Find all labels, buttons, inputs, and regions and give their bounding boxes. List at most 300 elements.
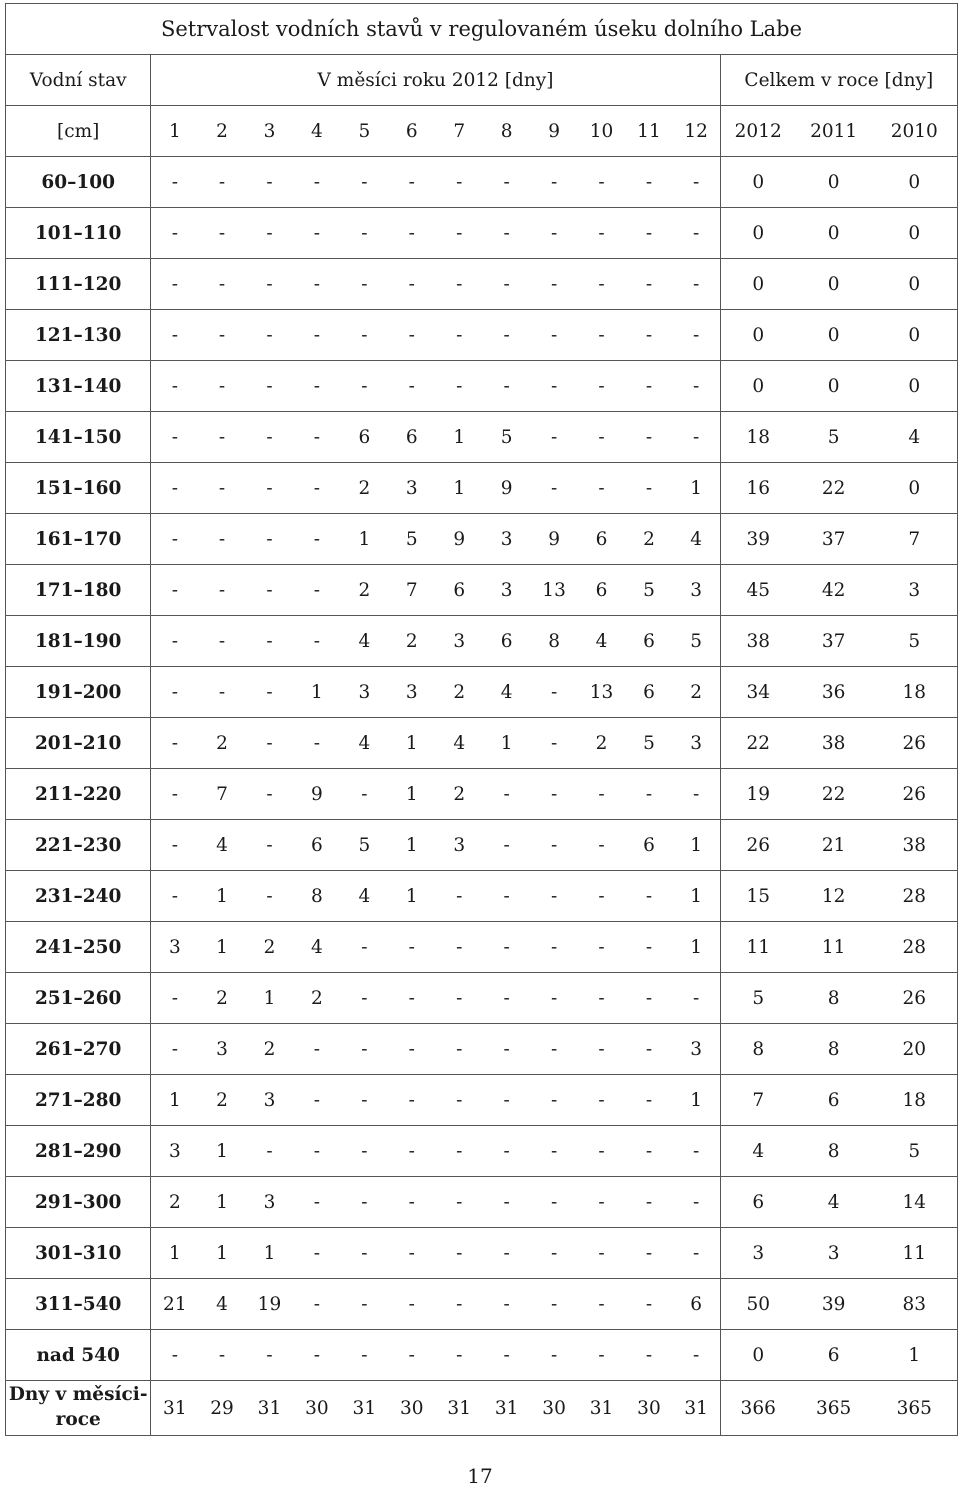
- month-header: 7: [435, 106, 482, 157]
- month-days-cell: -: [293, 1330, 340, 1381]
- month-days-cell: -: [246, 1330, 293, 1381]
- month-days-cell: -: [625, 1024, 672, 1075]
- month-days-cell: -: [435, 871, 482, 922]
- month-days-cell: 13: [530, 565, 577, 616]
- year-total-cell: 22: [720, 718, 796, 769]
- month-days-cell: -: [246, 514, 293, 565]
- month-days-cell: 31: [483, 1381, 530, 1436]
- year-total-cell: 14: [872, 1177, 958, 1228]
- month-days-cell: -: [198, 361, 245, 412]
- month-header: 6: [388, 106, 435, 157]
- month-days-cell: -: [625, 1330, 672, 1381]
- month-days-cell: -: [341, 1330, 388, 1381]
- month-days-cell: 1: [246, 973, 293, 1024]
- month-days-cell: -: [530, 973, 577, 1024]
- month-days-cell: -: [625, 259, 672, 310]
- month-days-cell: 6: [625, 820, 672, 871]
- month-days-cell: -: [198, 412, 245, 463]
- month-days-cell: 29: [198, 1381, 245, 1436]
- year-total-cell: 22: [796, 769, 872, 820]
- month-days-cell: 1: [673, 922, 720, 973]
- month-days-cell: 31: [673, 1381, 720, 1436]
- year-total-cell: 5: [720, 973, 796, 1024]
- month-days-cell: 7: [198, 769, 245, 820]
- month-days-cell: 1: [388, 871, 435, 922]
- month-header: 12: [673, 106, 720, 157]
- year-total-cell: 45: [720, 565, 796, 616]
- month-days-cell: 1: [341, 514, 388, 565]
- year-total-cell: 39: [796, 1279, 872, 1330]
- month-days-cell: 6: [293, 820, 340, 871]
- water-level-range: 231–240: [6, 871, 151, 922]
- water-level-range: 291–300: [6, 1177, 151, 1228]
- month-days-cell: -: [435, 208, 482, 259]
- month-days-cell: 3: [673, 718, 720, 769]
- month-days-cell: 6: [435, 565, 482, 616]
- year-total-cell: 18: [872, 1075, 958, 1126]
- month-days-cell: 1: [435, 412, 482, 463]
- year-total-cell: 22: [796, 463, 872, 514]
- month-header: 10: [578, 106, 625, 157]
- month-days-cell: 3: [198, 1024, 245, 1075]
- year-total-cell: 11: [720, 922, 796, 973]
- month-days-cell: 1: [483, 718, 530, 769]
- month-days-cell: -: [293, 1126, 340, 1177]
- month-days-cell: 3: [435, 820, 482, 871]
- table-row: [6, 769, 958, 820]
- month-days-cell: 31: [578, 1381, 625, 1436]
- table-row: [6, 565, 958, 616]
- month-days-cell: -: [483, 310, 530, 361]
- water-level-range: 121–130: [6, 310, 151, 361]
- month-days-cell: -: [435, 1075, 482, 1126]
- table-row: [6, 361, 958, 412]
- month-days-cell: 3: [246, 1075, 293, 1126]
- table-row: [6, 1381, 958, 1436]
- month-days-cell: -: [530, 769, 577, 820]
- table-row: [6, 1075, 958, 1126]
- month-days-cell: -: [483, 1279, 530, 1330]
- month-days-cell: 1: [673, 820, 720, 871]
- month-days-cell: -: [293, 208, 340, 259]
- year-total-cell: 34: [720, 667, 796, 718]
- month-days-cell: -: [151, 412, 198, 463]
- month-days-cell: 3: [388, 463, 435, 514]
- month-days-cell: -: [293, 1177, 340, 1228]
- month-days-cell: -: [246, 361, 293, 412]
- month-days-cell: -: [341, 1024, 388, 1075]
- month-days-cell: -: [293, 463, 340, 514]
- month-days-cell: 3: [483, 565, 530, 616]
- year-total-cell: 0: [872, 361, 958, 412]
- table-row: [6, 1126, 958, 1177]
- month-days-cell: -: [388, 1330, 435, 1381]
- month-days-cell: 31: [151, 1381, 198, 1436]
- month-days-cell: 7: [388, 565, 435, 616]
- month-days-cell: -: [293, 616, 340, 667]
- month-days-cell: -: [293, 157, 340, 208]
- year-total-cell: 0: [872, 208, 958, 259]
- month-days-cell: -: [625, 361, 672, 412]
- year-total-cell: 20: [872, 1024, 958, 1075]
- year-total-cell: 0: [796, 259, 872, 310]
- month-days-cell: 6: [673, 1279, 720, 1330]
- month-days-cell: 3: [341, 667, 388, 718]
- month-days-cell: -: [341, 1279, 388, 1330]
- month-days-cell: -: [151, 208, 198, 259]
- table-row: [6, 208, 958, 259]
- month-days-cell: -: [151, 820, 198, 871]
- month-days-cell: 30: [388, 1381, 435, 1436]
- month-days-cell: -: [673, 208, 720, 259]
- month-days-cell: 3: [151, 922, 198, 973]
- year-total-cell: 3: [720, 1228, 796, 1279]
- year-header: 2011: [796, 106, 872, 157]
- month-header: 1: [151, 106, 198, 157]
- month-days-cell: -: [530, 259, 577, 310]
- month-days-cell: -: [341, 769, 388, 820]
- month-days-cell: -: [435, 361, 482, 412]
- year-total-cell: 26: [872, 769, 958, 820]
- table-row: [6, 463, 958, 514]
- year-total-cell: 3: [796, 1228, 872, 1279]
- month-days-cell: -: [198, 208, 245, 259]
- month-days-cell: -: [530, 310, 577, 361]
- month-days-cell: -: [435, 1330, 482, 1381]
- water-level-range: 271–280: [6, 1075, 151, 1126]
- month-days-cell: -: [483, 208, 530, 259]
- month-days-cell: -: [625, 922, 672, 973]
- month-days-cell: -: [530, 463, 577, 514]
- year-total-cell: 0: [796, 310, 872, 361]
- month-days-cell: -: [293, 259, 340, 310]
- table-row: [6, 514, 958, 565]
- month-days-cell: -: [625, 463, 672, 514]
- year-total-cell: 5: [872, 1126, 958, 1177]
- year-total-cell: 0: [872, 463, 958, 514]
- month-days-cell: 5: [483, 412, 530, 463]
- month-days-cell: 2: [435, 769, 482, 820]
- month-days-cell: -: [198, 463, 245, 514]
- month-days-cell: 1: [246, 1228, 293, 1279]
- month-days-cell: -: [293, 718, 340, 769]
- water-level-range: 281–290: [6, 1126, 151, 1177]
- month-days-cell: 3: [483, 514, 530, 565]
- month-days-cell: 4: [578, 616, 625, 667]
- month-days-cell: -: [341, 208, 388, 259]
- table-title: Setrvalost vodních stavů v regulovaném úseku dolního Labe: [6, 4, 958, 55]
- month-days-cell: -: [625, 1228, 672, 1279]
- year-total-cell: 7: [872, 514, 958, 565]
- page-number: 17: [467, 1464, 493, 1488]
- year-total-cell: 0: [872, 259, 958, 310]
- month-days-cell: 31: [246, 1381, 293, 1436]
- month-days-cell: 4: [435, 718, 482, 769]
- month-days-cell: 2: [341, 463, 388, 514]
- month-days-cell: -: [246, 820, 293, 871]
- month-days-cell: -: [293, 310, 340, 361]
- month-days-cell: -: [578, 1075, 625, 1126]
- year-total-cell: 36: [796, 667, 872, 718]
- month-days-cell: -: [530, 718, 577, 769]
- year-total-cell: 28: [872, 871, 958, 922]
- month-days-cell: -: [246, 157, 293, 208]
- water-level-range: 311–540: [6, 1279, 151, 1330]
- year-total-cell: 42: [796, 565, 872, 616]
- water-level-range: 251–260: [6, 973, 151, 1024]
- month-days-cell: -: [578, 1126, 625, 1177]
- month-days-cell: -: [530, 1228, 577, 1279]
- month-days-cell: -: [530, 1024, 577, 1075]
- month-days-cell: -: [483, 361, 530, 412]
- month-days-cell: -: [578, 259, 625, 310]
- month-days-cell: 3: [246, 1177, 293, 1228]
- month-days-cell: -: [578, 1228, 625, 1279]
- month-days-cell: -: [530, 1330, 577, 1381]
- month-days-cell: 2: [198, 1075, 245, 1126]
- year-total-cell: 0: [720, 259, 796, 310]
- month-days-cell: -: [198, 514, 245, 565]
- month-days-cell: -: [435, 922, 482, 973]
- month-days-cell: 1: [388, 769, 435, 820]
- month-days-cell: 4: [293, 922, 340, 973]
- month-days-cell: 2: [198, 973, 245, 1024]
- month-days-cell: -: [673, 1330, 720, 1381]
- year-total-cell: 15: [720, 871, 796, 922]
- month-days-cell: -: [625, 1177, 672, 1228]
- month-days-cell: 1: [388, 718, 435, 769]
- month-days-cell: 1: [435, 463, 482, 514]
- month-days-cell: 2: [246, 1024, 293, 1075]
- month-days-cell: 2: [341, 565, 388, 616]
- month-days-cell: -: [151, 871, 198, 922]
- year-total-cell: 8: [796, 973, 872, 1024]
- year-total-cell: 7: [720, 1075, 796, 1126]
- year-total-cell: 18: [720, 412, 796, 463]
- month-days-cell: 2: [246, 922, 293, 973]
- month-days-cell: -: [388, 361, 435, 412]
- month-days-cell: -: [578, 769, 625, 820]
- month-days-cell: -: [530, 667, 577, 718]
- table-row: [6, 259, 958, 310]
- table-row: [6, 1177, 958, 1228]
- month-days-cell: 2: [388, 616, 435, 667]
- month-days-cell: 8: [293, 871, 340, 922]
- month-days-cell: -: [151, 1330, 198, 1381]
- table-row: [6, 157, 958, 208]
- month-days-cell: -: [435, 1228, 482, 1279]
- month-days-cell: 6: [625, 667, 672, 718]
- month-days-cell: -: [246, 208, 293, 259]
- year-total-cell: 5: [872, 616, 958, 667]
- water-level-range: 241–250: [6, 922, 151, 973]
- month-days-cell: -: [198, 565, 245, 616]
- water-level-range: 101–110: [6, 208, 151, 259]
- year-total-cell: 5: [796, 412, 872, 463]
- year-total-cell: 0: [720, 157, 796, 208]
- month-days-cell: -: [293, 1279, 340, 1330]
- year-total-cell: 4: [796, 1177, 872, 1228]
- month-days-cell: -: [483, 769, 530, 820]
- month-days-cell: -: [341, 361, 388, 412]
- table-row: [6, 667, 958, 718]
- table-row: [6, 1024, 958, 1075]
- month-days-cell: -: [151, 463, 198, 514]
- years-group-header: Celkem v roce [dny]: [720, 55, 957, 106]
- month-days-cell: 1: [293, 667, 340, 718]
- month-days-cell: -: [625, 871, 672, 922]
- month-days-cell: -: [578, 412, 625, 463]
- year-total-cell: 0: [796, 208, 872, 259]
- month-days-cell: 3: [673, 565, 720, 616]
- month-days-cell: 2: [625, 514, 672, 565]
- month-days-cell: -: [341, 1177, 388, 1228]
- month-days-cell: 9: [435, 514, 482, 565]
- month-days-cell: -: [198, 667, 245, 718]
- month-days-cell: -: [578, 871, 625, 922]
- month-days-cell: -: [246, 718, 293, 769]
- month-days-cell: 21: [151, 1279, 198, 1330]
- month-days-cell: -: [151, 310, 198, 361]
- month-days-cell: 5: [625, 565, 672, 616]
- month-days-cell: 1: [198, 1228, 245, 1279]
- table-row: [6, 310, 958, 361]
- month-days-cell: -: [198, 259, 245, 310]
- month-days-cell: -: [341, 1228, 388, 1279]
- month-days-cell: -: [530, 1279, 577, 1330]
- month-days-cell: 4: [341, 718, 388, 769]
- table-row: [6, 820, 958, 871]
- month-days-cell: 6: [341, 412, 388, 463]
- month-days-cell: 9: [483, 463, 530, 514]
- year-total-cell: 11: [872, 1228, 958, 1279]
- table-row: [6, 718, 958, 769]
- year-total-cell: 6: [796, 1075, 872, 1126]
- year-header: 2010: [872, 106, 958, 157]
- month-days-cell: -: [341, 1075, 388, 1126]
- month-days-cell: -: [625, 1126, 672, 1177]
- year-total-cell: 365: [796, 1381, 872, 1436]
- month-header: 8: [483, 106, 530, 157]
- month-days-cell: 2: [198, 718, 245, 769]
- month-days-cell: -: [435, 259, 482, 310]
- month-days-cell: 4: [341, 871, 388, 922]
- month-days-cell: -: [151, 565, 198, 616]
- month-days-cell: -: [435, 1279, 482, 1330]
- month-days-cell: 4: [198, 820, 245, 871]
- month-days-cell: -: [293, 1024, 340, 1075]
- month-days-cell: -: [198, 1330, 245, 1381]
- month-days-cell: -: [530, 157, 577, 208]
- month-days-cell: -: [530, 871, 577, 922]
- month-header: 11: [625, 106, 672, 157]
- month-days-cell: -: [388, 1126, 435, 1177]
- month-days-cell: -: [435, 157, 482, 208]
- month-days-cell: 5: [341, 820, 388, 871]
- water-level-range: 60–100: [6, 157, 151, 208]
- month-days-cell: -: [151, 1024, 198, 1075]
- month-days-cell: 5: [673, 616, 720, 667]
- month-days-cell: -: [483, 1126, 530, 1177]
- month-days-cell: -: [625, 973, 672, 1024]
- month-days-cell: -: [483, 1075, 530, 1126]
- month-days-cell: 30: [293, 1381, 340, 1436]
- month-days-cell: -: [341, 310, 388, 361]
- month-days-cell: 3: [388, 667, 435, 718]
- month-days-cell: -: [293, 565, 340, 616]
- month-days-cell: -: [673, 259, 720, 310]
- table-row: [6, 616, 958, 667]
- month-days-cell: -: [388, 1024, 435, 1075]
- unit-header: [cm]: [6, 106, 151, 157]
- month-days-cell: 8: [530, 616, 577, 667]
- month-days-cell: -: [388, 157, 435, 208]
- year-total-cell: 19: [720, 769, 796, 820]
- month-days-cell: 1: [198, 922, 245, 973]
- month-days-cell: -: [483, 157, 530, 208]
- year-total-cell: 37: [796, 514, 872, 565]
- month-header: 2: [198, 106, 245, 157]
- month-days-cell: -: [483, 1228, 530, 1279]
- month-days-cell: 9: [530, 514, 577, 565]
- month-days-cell: -: [435, 310, 482, 361]
- month-header: 9: [530, 106, 577, 157]
- month-header: 5: [341, 106, 388, 157]
- year-total-cell: 26: [872, 718, 958, 769]
- month-days-cell: -: [246, 463, 293, 514]
- month-days-cell: -: [625, 157, 672, 208]
- month-days-cell: -: [293, 361, 340, 412]
- month-days-cell: -: [246, 616, 293, 667]
- month-days-cell: 3: [151, 1126, 198, 1177]
- month-days-cell: -: [578, 1177, 625, 1228]
- year-header: 2012: [720, 106, 796, 157]
- month-days-cell: 1: [151, 1075, 198, 1126]
- month-days-cell: -: [578, 157, 625, 208]
- year-total-cell: 1: [872, 1330, 958, 1381]
- month-days-cell: -: [341, 1126, 388, 1177]
- month-days-cell: 19: [246, 1279, 293, 1330]
- water-level-range: nad 540: [6, 1330, 151, 1381]
- water-level-range: 161–170: [6, 514, 151, 565]
- month-days-cell: -: [530, 361, 577, 412]
- month-days-cell: 1: [673, 463, 720, 514]
- year-total-cell: 39: [720, 514, 796, 565]
- month-days-cell: -: [435, 1177, 482, 1228]
- table-row: [6, 1228, 958, 1279]
- month-days-cell: -: [625, 412, 672, 463]
- year-total-cell: 0: [796, 361, 872, 412]
- month-days-cell: -: [578, 1330, 625, 1381]
- month-days-cell: -: [151, 259, 198, 310]
- month-days-cell: 2: [293, 973, 340, 1024]
- month-days-cell: -: [293, 514, 340, 565]
- month-days-cell: -: [483, 820, 530, 871]
- year-total-cell: 28: [872, 922, 958, 973]
- year-total-cell: 366: [720, 1381, 796, 1436]
- month-days-cell: -: [483, 1330, 530, 1381]
- water-level-header: Vodní stav: [6, 55, 151, 106]
- month-days-cell: -: [151, 973, 198, 1024]
- month-days-cell: -: [388, 1075, 435, 1126]
- month-days-cell: -: [530, 208, 577, 259]
- month-days-cell: -: [435, 1126, 482, 1177]
- month-days-cell: -: [246, 769, 293, 820]
- month-days-cell: -: [625, 208, 672, 259]
- month-days-cell: 3: [435, 616, 482, 667]
- year-total-cell: 0: [720, 361, 796, 412]
- month-days-cell: 4: [341, 616, 388, 667]
